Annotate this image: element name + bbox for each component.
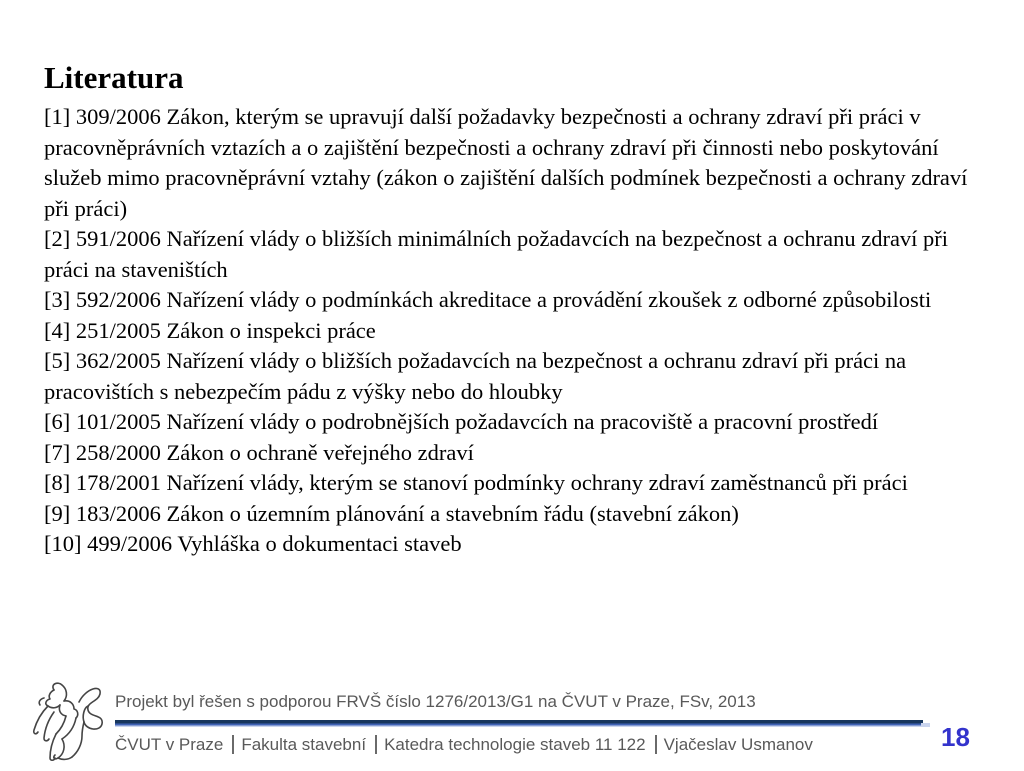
- reference-item: [2] 591/2006 Nařízení vlády o bližších minimálních požadavcích na bezpečnost a ochranu zdraví při práci na staveništích: [44, 226, 949, 282]
- pipe-separator: [655, 735, 657, 754]
- page-title: Literatura: [44, 60, 184, 95]
- affiliation-author: Vjačeslav Usmanov: [663, 735, 813, 754]
- affiliation-university: ČVUT v Praze: [115, 735, 224, 754]
- reference-item: [3] 592/2006 Nařízení vlády o podmínkách akreditace a provádění zkoušek z odborné způsobilosti: [44, 287, 932, 312]
- reference-item: [4] 251/2005 Zákon o inspekci práce: [44, 317, 376, 343]
- affiliation-department: Katedra technologie staveb 11 122: [384, 735, 646, 754]
- cvut-lion-logo: [24, 680, 108, 766]
- footer-text-block: [115, 692, 927, 755]
- references-list: [44, 102, 990, 560]
- footer-accent-line: [115, 720, 923, 727]
- slide-footer: [0, 676, 1024, 768]
- page-number: 18: [941, 722, 970, 752]
- slide-body: [44, 60, 990, 560]
- reference-item: [9] 183/2006 Zákon o územním plánování a stavebním řádu (stavební zákon): [44, 500, 739, 526]
- pipe-separator: [375, 735, 377, 754]
- footer-affiliation: [115, 735, 927, 755]
- reference-item: [6] 101/2005 Nařízení vlády o podrobnějších požadavcích na pracoviště a pracovní prostředí: [44, 409, 879, 434]
- reference-item: [8] 178/2001 Nařízení vlády, kterým se stanoví podmínky ochrany zdraví zaměstnanců při práci: [44, 470, 908, 495]
- accent-line-end-cap: [921, 723, 930, 727]
- affiliation-faculty: Fakulta stavební: [241, 735, 367, 754]
- footer-project-note: Projekt byl řešen s podporou FRVŠ číslo 1276/2013/G1 na ČVUT v Praze, FSv, 2013: [115, 692, 756, 711]
- reference-item: [7] 258/2000 Zákon o ochraně veřejného zdraví: [44, 439, 474, 465]
- reference-item: [10] 499/2006 Vyhláška o dokumentaci staveb: [44, 531, 462, 556]
- reference-item: [1] 309/2006 Zákon, kterým se upravují další požadavky bezpečnosti a ochrany zdraví při práci v pracovněprávních vztazích a o zajištění bezpečnosti a ochrany zdraví při činnosti nebo poskytování služeb mimo pracovněprávní vztahy (zákon o zajištění dalších podmínek bezpečnosti a ochrany zdraví při práci): [44, 104, 968, 221]
- reference-item: [5] 362/2005 Nařízení vlády o bližších požadavcích na bezpečnost a ochranu zdraví při práci na pracovištích s nebezpečím pádu z výšky nebo do hloubky: [44, 348, 907, 404]
- pipe-separator: [232, 735, 234, 754]
